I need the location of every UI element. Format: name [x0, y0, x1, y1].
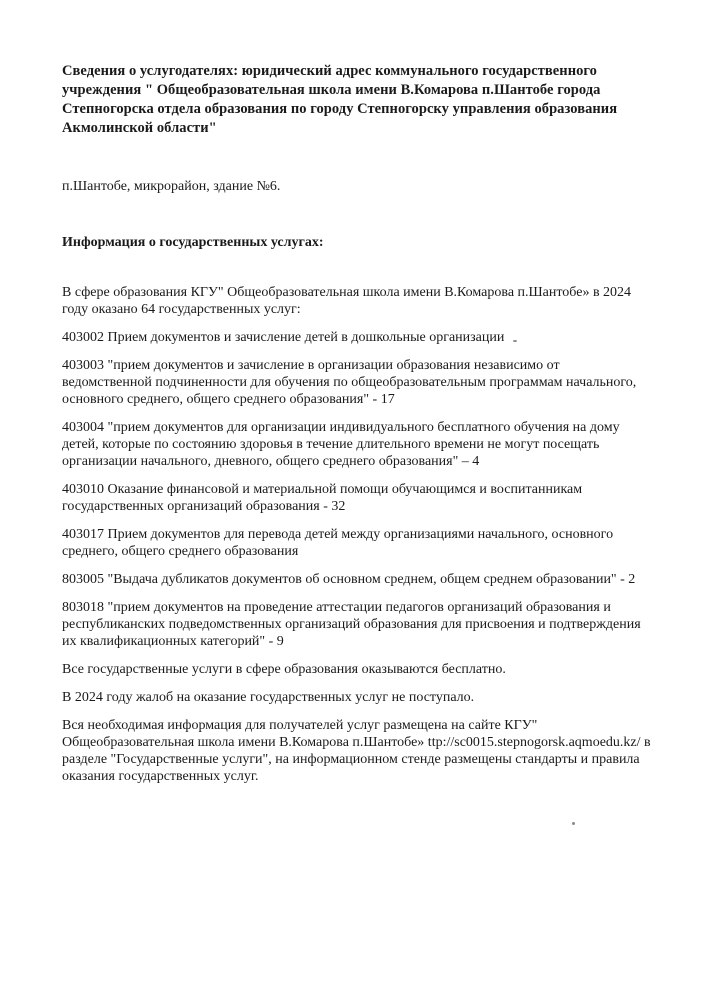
- document-heading: Сведения о услугодателях: юридический адрес коммунального государственного учреждения " Общеобразовательная школа имени В.Комарова п.Шантобе города Степногорска отдела образования по городу Степногорску управления образования Акмолинской области": [62, 63, 618, 136]
- scan-speck: [513, 340, 517, 342]
- service-803005: 803005 "Выдача дубликатов документов об основном среднем, общем среднем образовании" - 2: [62, 572, 636, 587]
- free-services-note: Все государственные услуги в сфере образования оказываются бесплатно.: [62, 662, 506, 677]
- services-info-title: Информация о государственных услугах:: [62, 235, 324, 250]
- school-address: п.Шантобе, микрорайон, здание №6.: [62, 179, 281, 194]
- service-803018: 803018 "прием документов на проведение аттестации педагогов организаций образования и республиканских подведомственных организаций образования для присвоения и подтверждения их квалификационных категорий" - 9: [62, 600, 641, 649]
- complaints-note: В 2024 году жалоб на оказание государственных услуг не поступало.: [62, 690, 475, 705]
- intro-paragraph: В сфере образования КГУ" Общеобразовательная школа имени В.Комарова п.Шантобе» в 2024 году оказано 64 государственных услуг:: [62, 285, 632, 317]
- website-info-paragraph: Вся необходимая информация для получателей услуг размещена на сайте КГУ" Общеобразовательная школа имени В.Комарова п.Шантобе» ttp://sc0015.stepnogorsk.aqmoedu.kz/ в разделе "Государственные услуги", на информационном стенде размещены стандарты и правила оказания государственных услуг.: [62, 718, 651, 784]
- service-403017: 403017 Прием документов для перевода детей между организациями начального, основного среднего, общего среднего образования: [62, 527, 614, 559]
- service-403002: 403002 Прием документов и зачисление детей в дошкольные организации: [62, 330, 505, 345]
- service-403010: 403010 Оказание финансовой и материальной помощи обучающимся и воспитанникам государственных организаций образования - 32: [62, 482, 583, 514]
- service-403004: 403004 "прием документов для организации индивидуального бесплатного обучения на дому детей, которые по состоянию здоровья в течение длительного времени не могут посещать организации начального, дневного, общего среднего образования" – 4: [62, 420, 620, 469]
- document-body: [62, 284, 652, 796]
- service-403003: 403003 "прием документов и зачисление в организации образования независимо от ведомственной подчиненности для обучения по общеобразовательным программам начального, основного среднего, общего среднего образования" - 17: [62, 358, 637, 407]
- scan-speck: [572, 822, 575, 825]
